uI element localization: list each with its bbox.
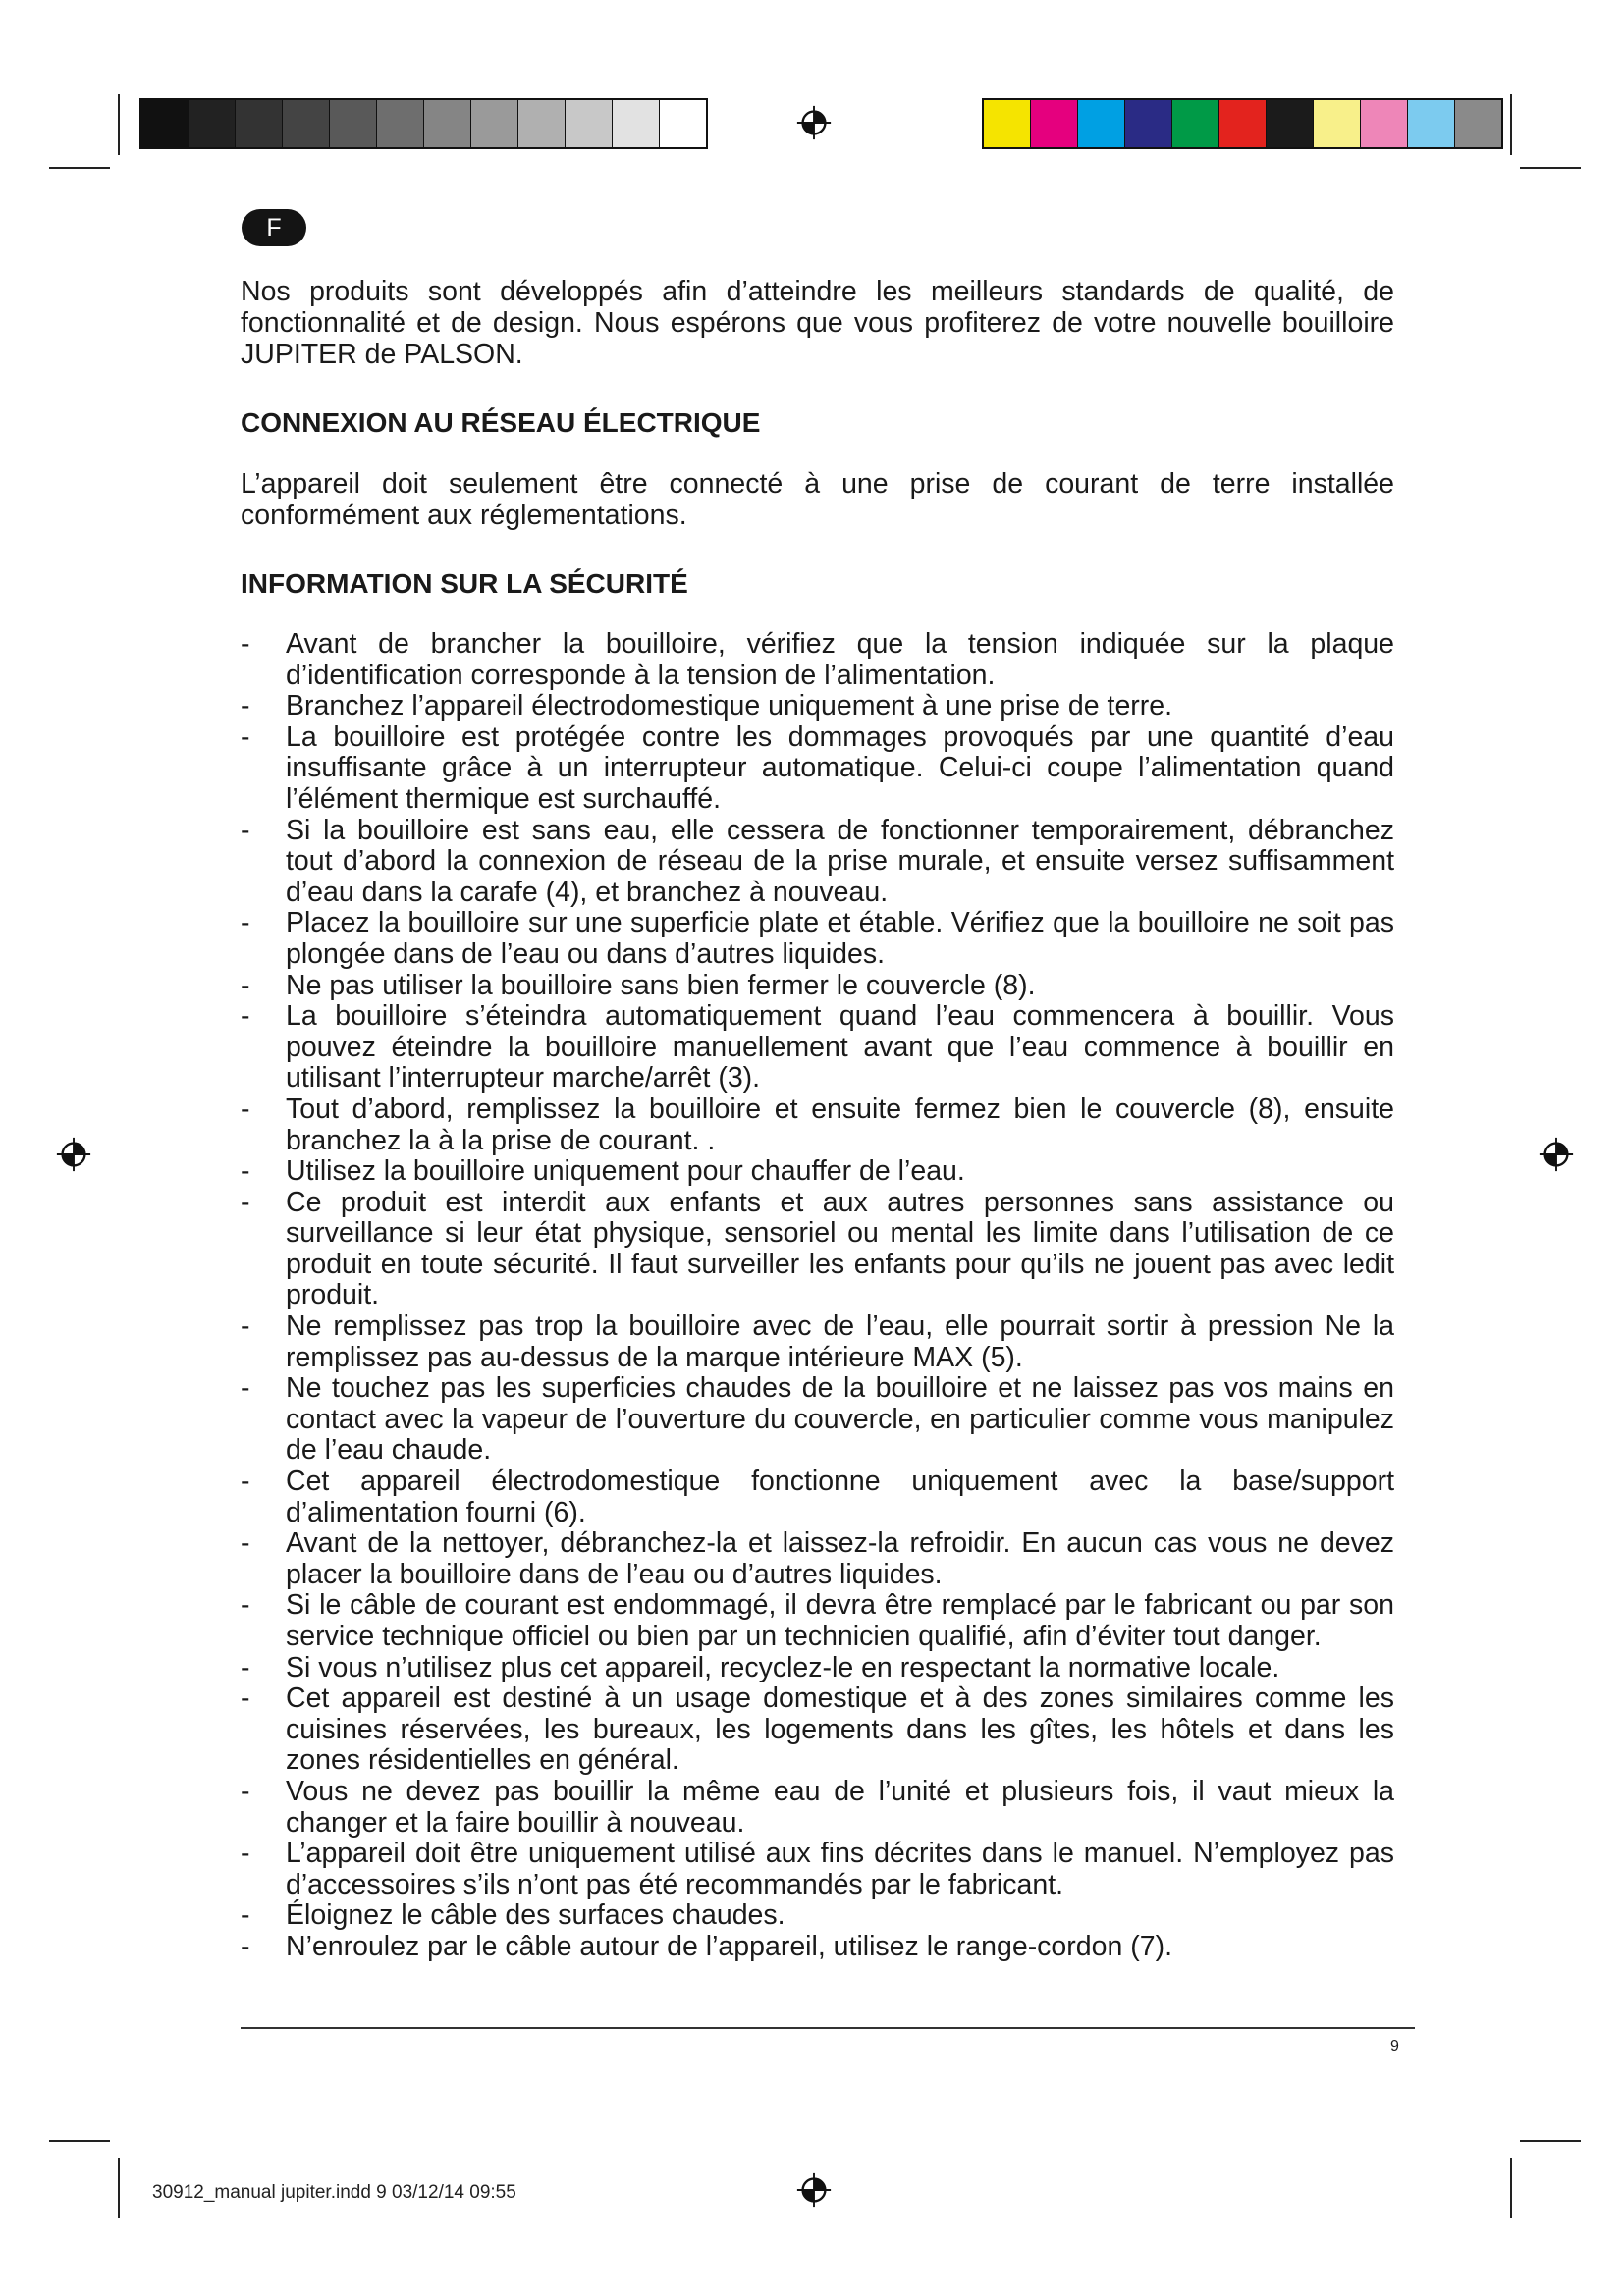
safety-item-text: Cet appareil est destiné à un usage domestique et à des zones similaires comme les cuisines réservées, les bureaux, les logements dans les gîtes, les hôtels et dans les zones résidentielles en général.	[286, 1682, 1394, 1777]
intro-paragraph: Nos produits sont développés afin d’atteindre les meilleurs standards de qualité, de fonctionnalité et de design. Nous espérons que vous profiterez de votre nouvelle bouilloire JUPITER de PALSON.	[241, 276, 1394, 370]
calibration-swatch	[1218, 100, 1266, 147]
crosshair-target-icon	[795, 104, 833, 141]
crosshair-target-icon	[55, 1136, 92, 1173]
safety-item-text: La bouilloire s’éteindra automatiquement quand l’eau commencera à bouillir. Vous pouvez éteindre la bouilloire manuellement avant que l’eau commence à bouillir en utilisant l’interrupteur marche/arrêt (3).	[286, 1000, 1394, 1095]
safety-item-text: Ne pas utiliser la bouilloire sans bien fermer le couvercle (8).	[286, 969, 1036, 1001]
safety-item-text: Si le câble de courant est endommagé, il devra être remplacé par le fabricant ou par son service technique officiel ou bien par un technicien qualifié, afin d’éviter tout danger.	[286, 1589, 1394, 1652]
bullet-dash: -	[241, 1310, 250, 1343]
safety-item-text: L’appareil doit être uniquement utilisé aux fins décrites dans le manuel. N’employez pas d’accessoires s’ils n’ont pas été recommandés par le fabricant.	[286, 1838, 1394, 1900]
safety-list-item	[241, 629, 1394, 691]
safety-item-text: Placez la bouilloire sur une superficie plate et étable. Vérifiez que la bouilloire ne soit pas plongée dans de l’eau ou dans d’autres liquides.	[286, 907, 1394, 970]
safety-item-text: Ne touchez pas les superficies chaudes de la bouilloire et ne laissez pas vos mains en contact avec la vapeur de l’ouverture du couvercle, en particulier comme vous manipulez de l’eau chaude.	[286, 1372, 1394, 1467]
bullet-dash: -	[241, 1899, 250, 1932]
calibration-swatch	[141, 100, 188, 147]
safety-item-text: Si la bouilloire est sans eau, elle cessera de fonctionner temporairement, débranchez tout d’abord la connexion de réseau de la prise murale, et ensuite versez suffisamment d’eau dans la carafe (4), et branchez à nouveau.	[286, 814, 1394, 908]
bullet-dash: -	[241, 1775, 250, 1807]
bullet-dash: -	[241, 1682, 250, 1715]
calibration-swatch	[188, 100, 235, 147]
calibration-swatch	[612, 100, 659, 147]
bullet-dash: -	[241, 1000, 250, 1033]
bullet-dash: -	[241, 1527, 250, 1560]
calibration-swatch	[517, 100, 565, 147]
bullet-dash: -	[241, 1186, 250, 1218]
safety-item-text: Utilisez la bouilloire uniquement pour chauffer de l’eau.	[286, 1155, 965, 1188]
safety-item-text: Ne remplissez pas trop la bouilloire avec de l’eau, elle pourrait sortir à pression Ne la remplissez pas au-dessus de la marque intérieure MAX (5).	[286, 1310, 1394, 1373]
safety-list-item	[241, 691, 1394, 722]
footer-rule	[241, 2027, 1415, 2029]
safety-item-text: Cet appareil électrodomestique fonctionne uniquement avec la base/support d’alimentation fourni (6).	[286, 1466, 1394, 1528]
safety-item-text: Vous ne devez pas bouillir la même eau de l’unité et plusieurs fois, il vaut mieux la changer et la faire bouillir à nouveau.	[286, 1775, 1394, 1839]
safety-item-text: N’enroulez par le câble autour de l’appareil, utilisez le range-cordon (7).	[286, 1930, 1172, 1962]
calibration-swatch	[376, 100, 423, 147]
calibration-swatch	[984, 100, 1030, 147]
bullet-dash: -	[241, 690, 250, 722]
color-calibration-bar	[982, 98, 1503, 149]
safety-item-text: Ce produit est interdit aux enfants et aux autres personnes sans assistance ou surveillance si leur état physique, sensoriel ou mental les limite dans l’utilisation de ce produit en toute sécurité. Il faut surveiller les enfants pour qu’ils ne jouent pas avec ledit produit.	[286, 1186, 1394, 1311]
bullet-dash: -	[241, 1589, 250, 1622]
calibration-swatch	[423, 100, 470, 147]
safety-item-text: Branchez l’appareil électrodomestique uniquement à une prise de terre.	[286, 690, 1173, 722]
crop-mark-top-right-h	[1520, 167, 1581, 169]
safety-list-item	[241, 1777, 1394, 1839]
crop-mark-top-left-v	[118, 94, 120, 155]
bullet-dash: -	[241, 721, 250, 753]
safety-list-item	[241, 1188, 1394, 1311]
safety-list-item	[241, 1590, 1394, 1652]
calibration-swatch	[1077, 100, 1124, 147]
calibration-swatch	[1030, 100, 1077, 147]
bullet-dash: -	[241, 1155, 250, 1188]
calibration-swatch	[1171, 100, 1218, 147]
calibration-swatch	[659, 100, 706, 147]
safety-list-item	[241, 1095, 1394, 1156]
calibration-swatch	[235, 100, 282, 147]
safety-list-item	[241, 722, 1394, 816]
electrical-connection-paragraph: L’appareil doit seulement être connecté à une prise de courant de terre installée conformément aux réglementations.	[241, 468, 1394, 531]
bullet-dash: -	[241, 1651, 250, 1683]
safety-item-text: Avant de brancher la bouilloire, vérifiez que la tension indiquée sur la plaque d’identification corresponde à la tension de l’alimentation.	[286, 628, 1394, 691]
safety-list-item	[241, 1001, 1394, 1095]
safety-list-item	[241, 1653, 1394, 1684]
calibration-swatch	[1124, 100, 1171, 147]
bullet-dash: -	[241, 1838, 250, 1870]
calibration-swatch	[1313, 100, 1360, 147]
safety-list-item	[241, 816, 1394, 909]
bullet-dash: -	[241, 628, 250, 660]
safety-list-item	[241, 1467, 1394, 1528]
crop-mark-bottom-left-h	[49, 2140, 110, 2142]
safety-list-item	[241, 1932, 1394, 1963]
crop-mark-top-left-h	[49, 167, 110, 169]
language-badge: F	[242, 209, 306, 246]
footer-file-slug: 30912_manual jupiter.indd 9 03/12/14 09:55	[152, 2182, 516, 2203]
crop-mark-bottom-left-v	[118, 2158, 120, 2218]
safety-list-item	[241, 1683, 1394, 1777]
bullet-dash: -	[241, 1093, 250, 1125]
safety-list-item	[241, 1839, 1394, 1900]
crop-mark-bottom-right-v	[1510, 2158, 1512, 2218]
safety-list-item	[241, 908, 1394, 970]
calibration-swatch	[282, 100, 329, 147]
bullet-dash: -	[241, 1466, 250, 1498]
crop-mark-bottom-right-h	[1520, 2140, 1581, 2142]
calibration-swatch	[329, 100, 376, 147]
bullet-dash: -	[241, 1930, 250, 1962]
safety-list-item	[241, 1528, 1394, 1590]
bullet-dash: -	[241, 1372, 250, 1405]
main-content	[241, 276, 1394, 1963]
calibration-swatch	[470, 100, 517, 147]
calibration-swatch	[1454, 100, 1501, 147]
crop-mark-top-right-v	[1510, 94, 1512, 155]
calibration-swatch	[565, 100, 612, 147]
calibration-swatch	[1407, 100, 1454, 147]
safety-list-item	[241, 1900, 1394, 1932]
safety-item-text: Éloignez le câble des surfaces chaudes.	[286, 1899, 785, 1932]
calibration-swatch	[1266, 100, 1313, 147]
grayscale-calibration-bar	[139, 98, 708, 149]
heading-electrical-connection: CONNEXION AU RÉSEAU ÉLECTRIQUE	[241, 407, 761, 438]
safety-item-text: Tout d’abord, remplissez la bouilloire et ensuite fermez bien le couvercle (8), ensuite branchez la à la prise de courant. .	[286, 1093, 1394, 1156]
crosshair-target-icon	[1538, 1136, 1575, 1173]
safety-item-text: Avant de la nettoyer, débranchez-la et laissez-la refroidir. En aucun cas vous ne devez placer la bouilloire dans de l’eau ou d’autres liquides.	[286, 1527, 1394, 1590]
bullet-dash: -	[241, 814, 250, 846]
calibration-swatch	[1360, 100, 1407, 147]
page-number: 9	[1390, 2038, 1399, 2055]
crosshair-target-icon	[795, 2171, 833, 2209]
bullet-dash: -	[241, 907, 250, 939]
safety-list-item	[241, 1156, 1394, 1188]
heading-safety-information: INFORMATION SUR LA SÉCURITÉ	[241, 568, 688, 599]
safety-list-item	[241, 1373, 1394, 1467]
safety-list-item	[241, 971, 1394, 1002]
bullet-dash: -	[241, 969, 250, 1001]
safety-list-item	[241, 1311, 1394, 1373]
safety-item-text: Si vous n’utilisez plus cet appareil, recyclez-le en respectant la normative locale.	[286, 1651, 1280, 1683]
safety-item-text: La bouilloire est protégée contre les dommages provoqués par une quantité d’eau insuffisante grâce à un interrupteur automatique. Celui-ci coupe l’alimentation quand l’élément thermique est surchauffé.	[286, 721, 1394, 815]
safety-list	[241, 629, 1394, 1963]
